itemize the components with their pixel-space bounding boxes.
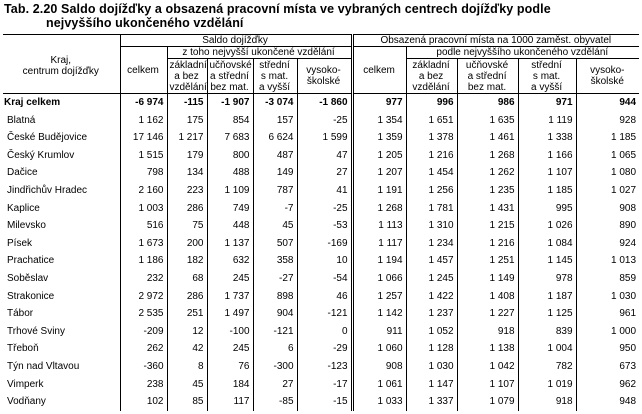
- cell-value: 1 079: [457, 393, 518, 411]
- cell-value: 245: [207, 340, 253, 358]
- cell-value: 1 599: [297, 129, 352, 147]
- cell-value: 1 107: [518, 164, 576, 182]
- cell-value: 507: [253, 235, 297, 253]
- row-name: Trhové Sviny: [7, 325, 65, 337]
- cell-value: -121: [253, 323, 297, 341]
- cell-value: 12: [167, 323, 207, 341]
- cell-value: 157: [253, 112, 297, 130]
- cell-value: 1 128: [406, 340, 457, 358]
- cell-value: 75: [167, 217, 207, 235]
- cell-value: 42: [167, 340, 207, 358]
- cell-value: 1 042: [457, 358, 518, 376]
- jobs-vocational-header: učňovské a střední bez mat.: [457, 59, 518, 94]
- row-name: Týn nad Vltavou: [7, 360, 80, 372]
- cell-value: 839: [518, 323, 576, 341]
- row-name: Český Krumlov: [7, 149, 75, 161]
- cell-value: 1 457: [406, 252, 457, 270]
- cell-value: 76: [207, 358, 253, 376]
- cell-value: 1 113: [352, 217, 406, 235]
- jobs-university-header: vysoko- školské: [576, 59, 639, 94]
- cell-value: 1 119: [518, 112, 576, 130]
- cell-value: 986: [457, 94, 518, 112]
- cell-value: 45: [167, 376, 207, 394]
- cell-value: 6 624: [253, 129, 297, 147]
- cell-value: 1 215: [457, 217, 518, 235]
- row-name: Písek: [7, 237, 33, 249]
- cell-value: 7 683: [207, 129, 253, 147]
- cell-value: 2 972: [120, 288, 167, 306]
- cell-value: 1 256: [406, 182, 457, 200]
- cell-value: -1 860: [297, 94, 352, 112]
- cell-value: 908: [352, 358, 406, 376]
- cell-value: 1 033: [352, 393, 406, 411]
- cell-value: 918: [518, 393, 576, 411]
- cell-value: 27: [297, 164, 352, 182]
- table-row: [3, 200, 639, 218]
- cell-value: 200: [167, 235, 207, 253]
- cell-value: 1 737: [207, 288, 253, 306]
- cell-value: 1 257: [352, 288, 406, 306]
- row-name: Dačice: [7, 167, 38, 179]
- cell-value: 1 422: [406, 288, 457, 306]
- cell-value: 2 160: [120, 182, 167, 200]
- cell-value: 45: [253, 217, 297, 235]
- table-row: [3, 323, 639, 341]
- cell-value: 149: [253, 164, 297, 182]
- cell-value: 1 019: [518, 376, 576, 394]
- cell-value: 749: [207, 200, 253, 218]
- row-name: Prachatice: [7, 255, 55, 267]
- cell-value: 251: [167, 305, 207, 323]
- cell-value: 787: [253, 182, 297, 200]
- cell-value: 911: [352, 323, 406, 341]
- cell-value: 996: [406, 94, 457, 112]
- cell-value: 262: [120, 340, 167, 358]
- cell-value: 632: [207, 252, 253, 270]
- cell-value: 962: [576, 376, 639, 394]
- region-header: Kraj, centrum dojížďky: [3, 35, 120, 94]
- cell-value: 1 149: [457, 270, 518, 288]
- cell-value: 1 431: [457, 200, 518, 218]
- table-row: [3, 358, 639, 376]
- cell-value: 1 125: [518, 305, 576, 323]
- cell-value: 1 185: [518, 182, 576, 200]
- cell-value: 1 237: [406, 305, 457, 323]
- cell-value: -29: [297, 340, 352, 358]
- table-row: [3, 305, 639, 323]
- cell-value: 1 337: [406, 393, 457, 411]
- cell-value: 8: [167, 358, 207, 376]
- cell-value: 1 378: [406, 129, 457, 147]
- cell-value: 184: [207, 376, 253, 394]
- cell-value: 961: [576, 305, 639, 323]
- cell-value: 175: [167, 112, 207, 130]
- cell-value: 904: [253, 305, 297, 323]
- cell-value: 1 145: [518, 252, 576, 270]
- cell-value: 1 030: [406, 358, 457, 376]
- cell-value: 1 000: [576, 323, 639, 341]
- cell-value: 41: [297, 182, 352, 200]
- cell-value: 223: [167, 182, 207, 200]
- cell-value: 1 217: [167, 129, 207, 147]
- cell-value: 854: [207, 112, 253, 130]
- cell-value: 1 147: [406, 376, 457, 394]
- cell-value: -7: [253, 200, 297, 218]
- row-name: Jindřichův Hradec: [7, 184, 88, 196]
- cell-value: 1 268: [457, 147, 518, 165]
- cell-value: 1 084: [518, 235, 576, 253]
- cell-value: 1 066: [352, 270, 406, 288]
- jobs-header: Obsazená pracovní místa na 1000 zaměst. obyvatel: [352, 35, 639, 47]
- cell-value: 950: [576, 340, 639, 358]
- cell-value: 238: [120, 376, 167, 394]
- cell-value: 1 027: [576, 182, 639, 200]
- cell-value: 1 262: [457, 164, 518, 182]
- cell-value: -209: [120, 323, 167, 341]
- cell-value: 1 061: [352, 376, 406, 394]
- cell-value: 1 454: [406, 164, 457, 182]
- row-name: Vimperk: [7, 378, 44, 390]
- jobs-total-header: celkem: [352, 47, 406, 94]
- table-row: [3, 288, 639, 306]
- row-name: Kraj celkem: [3, 94, 120, 112]
- cell-value: -54: [297, 270, 352, 288]
- cell-value: 918: [457, 323, 518, 341]
- cell-value: 487: [253, 147, 297, 165]
- cell-value: 977: [352, 94, 406, 112]
- cell-value: 890: [576, 217, 639, 235]
- cell-value: 134: [167, 164, 207, 182]
- row-name: Milevsko: [7, 220, 46, 232]
- cell-value: 245: [207, 270, 253, 288]
- saldo-basic-header: základní a bez vzdělání: [167, 59, 207, 94]
- row-name: Blatná: [7, 114, 36, 126]
- cell-value: -27: [253, 270, 297, 288]
- cell-value: -300: [253, 358, 297, 376]
- cell-value: 798: [120, 164, 167, 182]
- cell-value: 1 227: [457, 305, 518, 323]
- cell-value: 10: [297, 252, 352, 270]
- cell-value: 488: [207, 164, 253, 182]
- cell-value: 1 234: [406, 235, 457, 253]
- saldo-vocational-header: učňovské a střední bez mat.: [207, 59, 253, 94]
- row-name: Tábor: [7, 308, 34, 320]
- cell-value: 1 205: [352, 147, 406, 165]
- table-row: [3, 393, 639, 411]
- table-row: [3, 340, 639, 358]
- cell-value: 978: [518, 270, 576, 288]
- cell-value: -100: [207, 323, 253, 341]
- row-name: Kaplice: [7, 202, 40, 214]
- cell-value: 1 186: [120, 252, 167, 270]
- cell-value: 1 080: [576, 164, 639, 182]
- cell-value: 1 207: [352, 164, 406, 182]
- cell-value: -360: [120, 358, 167, 376]
- cell-value: -3 074: [253, 94, 297, 112]
- cell-value: 1 191: [352, 182, 406, 200]
- total-row: [3, 94, 639, 112]
- cell-value: 516: [120, 217, 167, 235]
- saldo-sub-header: z toho nejvyšší ukončené vzdělání: [167, 47, 352, 59]
- cell-value: -6 974: [120, 94, 167, 112]
- cell-value: 0: [297, 323, 352, 341]
- cell-value: 1 251: [457, 252, 518, 270]
- cell-value: 1 194: [352, 252, 406, 270]
- table-row: [3, 252, 639, 270]
- cell-value: 1 216: [457, 235, 518, 253]
- cell-value: 1 235: [457, 182, 518, 200]
- cell-value: -25: [297, 200, 352, 218]
- table-row: [3, 164, 639, 182]
- cell-value: 1 003: [120, 200, 167, 218]
- cell-value: 1 117: [352, 235, 406, 253]
- saldo-secondary-header: střední s mat. a vyšší: [253, 59, 297, 94]
- cell-value: 1 138: [457, 340, 518, 358]
- saldo-total-header: celkem: [120, 47, 167, 94]
- row-name: Strakonice: [7, 290, 55, 302]
- cell-value: 286: [167, 288, 207, 306]
- cell-value: 1 162: [120, 112, 167, 130]
- cell-value: 673: [576, 358, 639, 376]
- cell-value: 1 781: [406, 200, 457, 218]
- cell-value: 1 635: [457, 112, 518, 130]
- table-title: [4, 2, 640, 30]
- cell-value: 46: [297, 288, 352, 306]
- cell-value: 358: [253, 252, 297, 270]
- cell-value: 782: [518, 358, 576, 376]
- saldo-header: Saldo dojížďky: [120, 35, 352, 47]
- cell-value: 179: [167, 147, 207, 165]
- cell-value: 1 268: [352, 200, 406, 218]
- table-body: [3, 94, 639, 411]
- cell-value: -25: [297, 112, 352, 130]
- cell-value: 1 185: [576, 129, 639, 147]
- saldo-university-header: vysoko- školské: [297, 59, 352, 94]
- cell-value: 1 052: [406, 323, 457, 341]
- title-line-1: Tab. 2.20 Saldo dojížďky a obsazená pracovní místa ve vybraných centrech dojížďky podle: [4, 2, 551, 16]
- cell-value: 948: [576, 393, 639, 411]
- cell-value: 1 004: [518, 340, 576, 358]
- cell-value: 182: [167, 252, 207, 270]
- cell-value: 1 310: [406, 217, 457, 235]
- cell-value: 1 109: [207, 182, 253, 200]
- cell-value: 1 013: [576, 252, 639, 270]
- cell-value: 6: [253, 340, 297, 358]
- cell-value: 68: [167, 270, 207, 288]
- cell-value: 1 026: [518, 217, 576, 235]
- cell-value: 17 146: [120, 129, 167, 147]
- cell-value: -115: [167, 94, 207, 112]
- cell-value: 1 338: [518, 129, 576, 147]
- row-name: Třeboň: [7, 343, 39, 355]
- cell-value: 1 651: [406, 112, 457, 130]
- cell-value: 1 030: [576, 288, 639, 306]
- cell-value: -15: [297, 393, 352, 411]
- cell-value: -169: [297, 235, 352, 253]
- table-row: [3, 182, 639, 200]
- cell-value: 1 408: [457, 288, 518, 306]
- jobs-basic-header: základní a bez vzdělání: [406, 59, 457, 94]
- jobs-secondary-header: střední s mat. a vyšší: [518, 59, 576, 94]
- cell-value: 1 142: [352, 305, 406, 323]
- table-row: [3, 147, 639, 165]
- cell-value: 102: [120, 393, 167, 411]
- cell-value: -53: [297, 217, 352, 235]
- commuting-table: [3, 34, 639, 411]
- cell-value: 286: [167, 200, 207, 218]
- row-name: Vodňany: [7, 396, 46, 408]
- cell-value: 971: [518, 94, 576, 112]
- cell-value: -85: [253, 393, 297, 411]
- cell-value: 1 497: [207, 305, 253, 323]
- row-name: Soběslav: [7, 272, 49, 284]
- cell-value: 995: [518, 200, 576, 218]
- cell-value: 1 515: [120, 147, 167, 165]
- cell-value: -17: [297, 376, 352, 394]
- cell-value: 448: [207, 217, 253, 235]
- cell-value: -121: [297, 305, 352, 323]
- cell-value: 1 359: [352, 129, 406, 147]
- cell-value: 924: [576, 235, 639, 253]
- cell-value: 1 461: [457, 129, 518, 147]
- table-row: [3, 376, 639, 394]
- table-row: [3, 270, 639, 288]
- cell-value: 1 166: [518, 147, 576, 165]
- cell-value: 800: [207, 147, 253, 165]
- table-row: [3, 129, 639, 147]
- cell-value: 1 354: [352, 112, 406, 130]
- cell-value: 944: [576, 94, 639, 112]
- cell-value: 117: [207, 393, 253, 411]
- cell-value: 1 060: [352, 340, 406, 358]
- cell-value: 27: [253, 376, 297, 394]
- cell-value: 85: [167, 393, 207, 411]
- cell-value: 1 216: [406, 147, 457, 165]
- cell-value: 232: [120, 270, 167, 288]
- cell-value: 1 137: [207, 235, 253, 253]
- table-row: [3, 235, 639, 253]
- table-row: [3, 112, 639, 130]
- cell-value: 928: [576, 112, 639, 130]
- cell-value: 859: [576, 270, 639, 288]
- cell-value: 47: [297, 147, 352, 165]
- cell-value: -123: [297, 358, 352, 376]
- row-name: České Budějovice: [7, 132, 88, 144]
- cell-value: 2 535: [120, 305, 167, 323]
- title-line-2: nejvyššího ukončeného vzdělání: [46, 16, 244, 30]
- cell-value: 1 245: [406, 270, 457, 288]
- table-row: [3, 217, 639, 235]
- cell-value: 1 107: [457, 376, 518, 394]
- cell-value: 1 065: [576, 147, 639, 165]
- cell-value: -1 907: [207, 94, 253, 112]
- jobs-sub-header: podle nejvyššího ukončeného vzdělání: [406, 47, 639, 59]
- cell-value: 898: [253, 288, 297, 306]
- cell-value: 1 673: [120, 235, 167, 253]
- cell-value: 1 187: [518, 288, 576, 306]
- cell-value: 908: [576, 200, 639, 218]
